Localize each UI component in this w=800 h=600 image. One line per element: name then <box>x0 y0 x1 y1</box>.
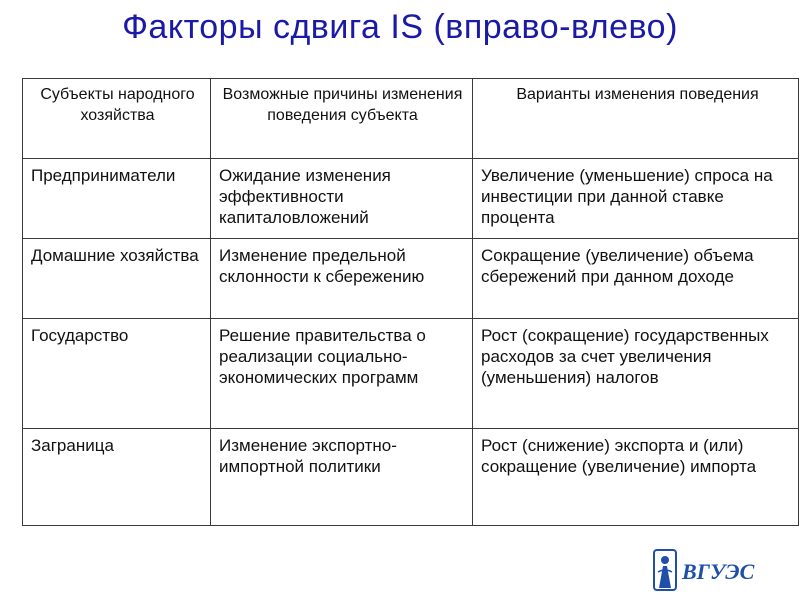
university-emblem-icon <box>654 550 676 590</box>
slide-title: Факторы сдвига IS (вправо-влево) <box>122 8 678 46</box>
cell-cause: Изменение экспортно-импортной политики <box>211 429 473 526</box>
cell-variant: Рост (снижение) экспорта и (или) сокращение (увеличение) импорта <box>473 429 799 526</box>
cell-cause: Ожидание изменения эффективности капиталовложений <box>211 159 473 239</box>
cell-cause: Изменение предельной склонности к сбережению <box>211 239 473 319</box>
cell-subject: Предприниматели <box>23 159 211 239</box>
table-row <box>23 239 799 319</box>
table-row <box>23 429 799 526</box>
cell-subject: Заграница <box>23 429 211 526</box>
logo-text: ВГУЭС <box>682 559 755 584</box>
header-causes: Возможные причины изменения поведения субъекта <box>211 79 473 159</box>
cell-variant: Сокращение (увеличение) объема сбережений при данном доходе <box>473 239 799 319</box>
table-header-row <box>23 79 799 159</box>
header-variants: Варианты изменения поведения <box>473 79 799 159</box>
cell-subject: Государство <box>23 319 211 429</box>
cell-variant: Рост (сокращение) государственных расходов за счет увеличения (уменьшения) налогов <box>473 319 799 429</box>
table-row <box>23 319 799 429</box>
header-subjects: Субъекты народного хозяйства <box>23 79 211 159</box>
factors-table <box>22 78 799 526</box>
university-logo <box>652 548 772 592</box>
cell-cause: Решение правительства о реализации социально-экономических программ <box>211 319 473 429</box>
table-row <box>23 159 799 239</box>
cell-subject: Домашние хозяйства <box>23 239 211 319</box>
cell-variant: Увеличение (уменьшение) спроса на инвестиции при данной ставке процента <box>473 159 799 239</box>
